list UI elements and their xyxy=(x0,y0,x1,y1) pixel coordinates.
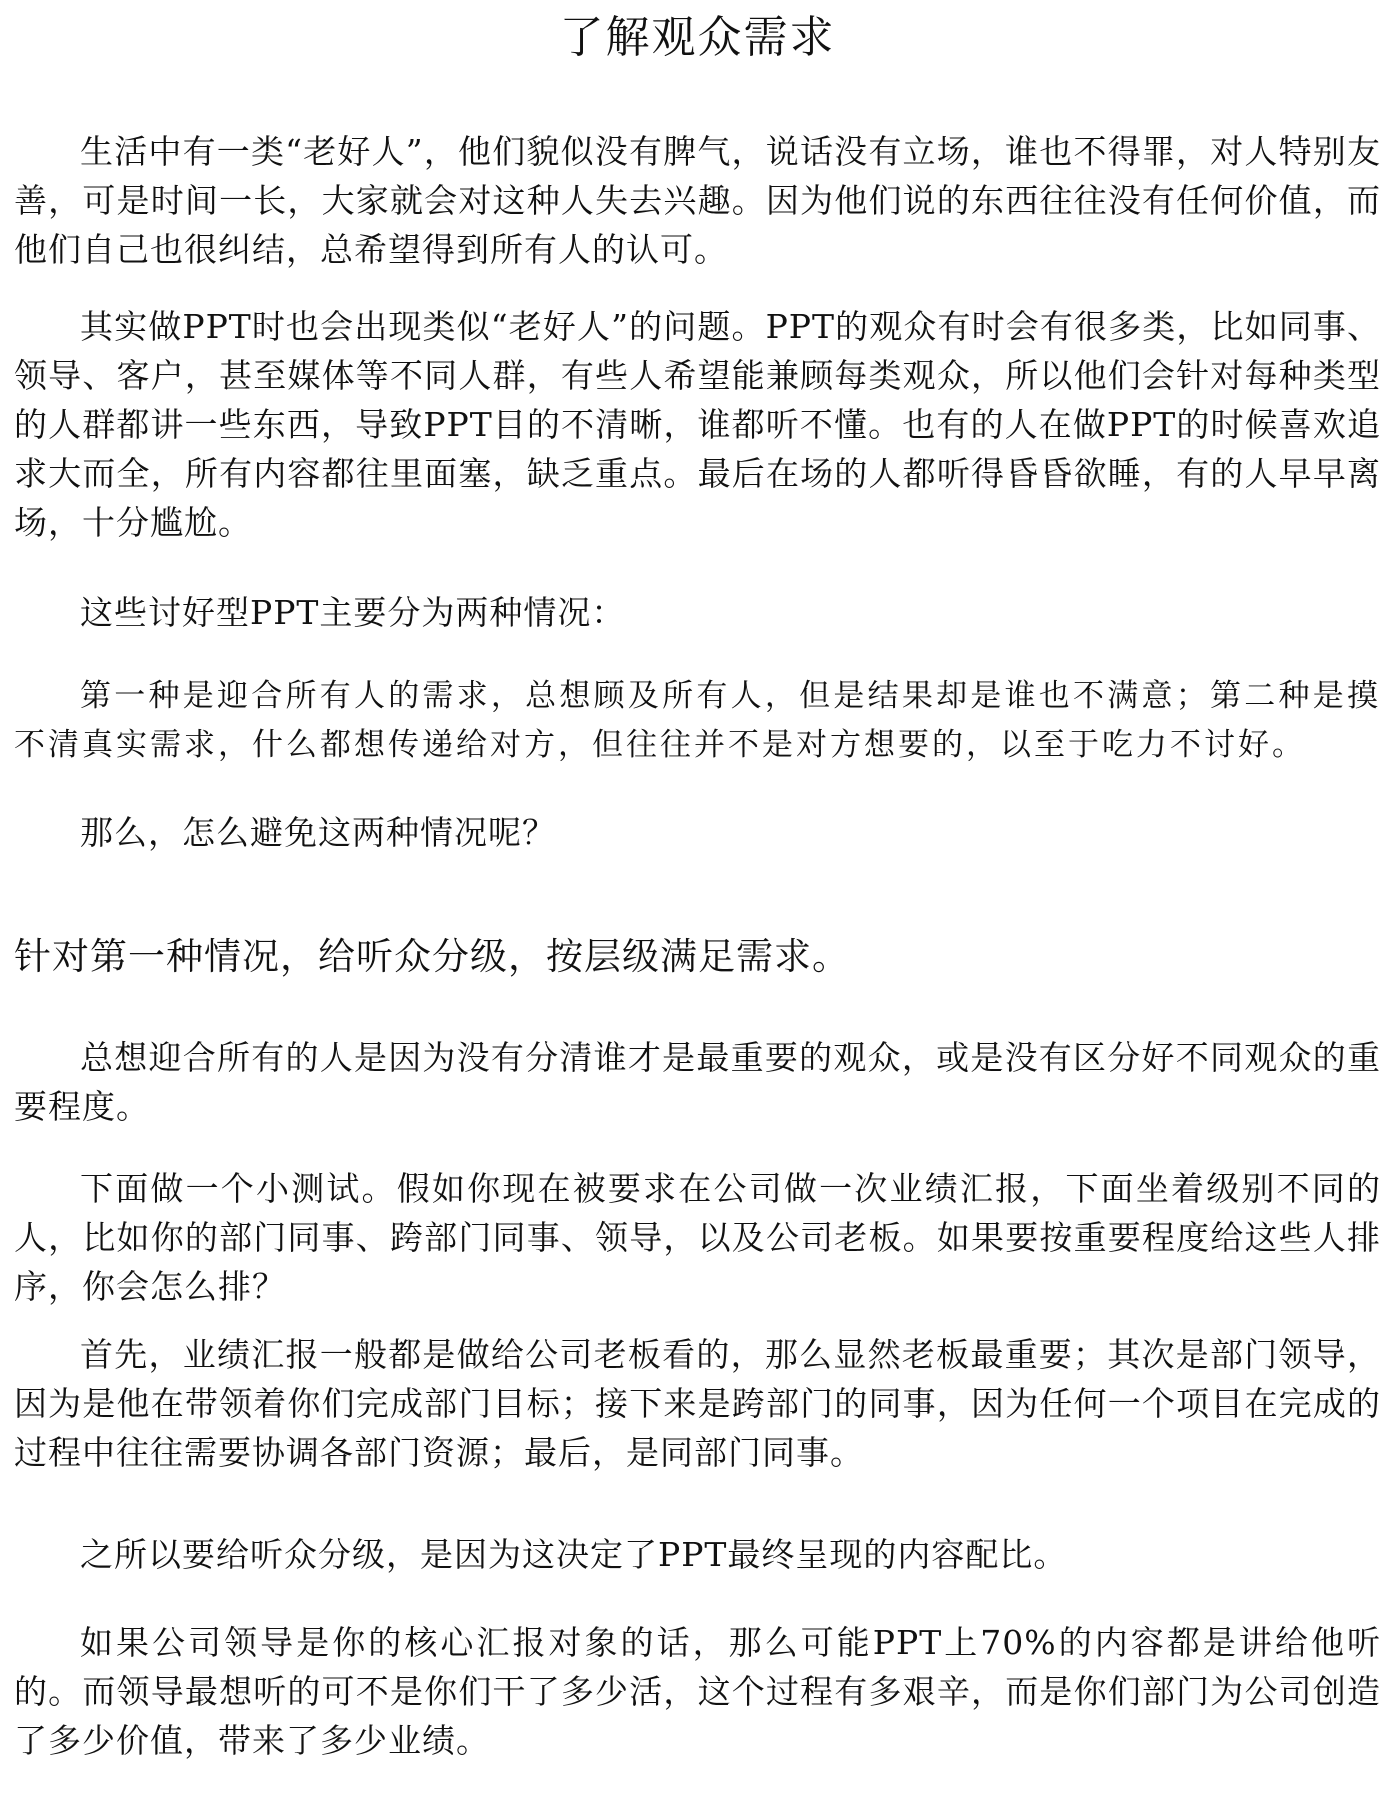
paragraph-two-cases: 这些讨好型PPT主要分为两种情况： xyxy=(80,593,626,632)
paragraph-audience-importance: 总想迎合所有的人是因为没有分清谁才是最重要的观众，或是没有区分好不同观众的重要程度。 xyxy=(14,1038,1381,1126)
page-title: 了解观众需求 xyxy=(559,12,836,63)
paragraph-ppt-problem: 其实做PPT时也会出现类似“老好人”的问题。PPT的观众有时会有很多类，比如同事、领导、客户，甚至媒体等不同人群，有些人希望能兼顾每类观众，所以他们会针对每种类型的人群都讲一些东西，导致PPT目的不清晰，谁都听不懂。也有的人在做PPT的时候喜欢追求大而全，所有内容都往里面塞，缺乏重点。最后在场的人都听得昏昏欲睡，有的人早早离场，十分尴尬。 xyxy=(14,307,1381,542)
paragraph-case-description: 第一种是迎合所有人的需求，总想顾及所有人，但是结果却是谁也不满意；第二种是摸不清真实需求，什么都想传递给对方，但往往并不是对方想要的，以至于吃力不讨好。 xyxy=(14,678,1381,763)
paragraph-intro: 生活中有一类“老好人”，他们貌似没有脾气，说话没有立场，谁也不得罪，对人特别友善，可是时间一长，大家就会对这种人失去兴趣。因为他们说的东西往往没有任何价值，而他们自己也很纠结，总希望得到所有人的认可。 xyxy=(14,132,1381,269)
paragraph-leader-focus: 如果公司领导是你的核心汇报对象的话，那么可能PPT上70%的内容都是讲给他听的。而领导最想听的可不是你们干了多少活，这个过程有多艰辛，而是你们部门为公司创造了多少价值，带来了多少业绩。 xyxy=(14,1623,1381,1760)
section-heading: 针对第一种情况，给听众分级，按层级满足需求。 xyxy=(14,935,850,978)
paragraph-ranking: 首先，业绩汇报一般都是做给公司老板看的，那么显然老板最重要；其次是部门领导，因为是他在带领着你们完成部门目标；接下来是跨部门的同事，因为任何一个项目在完成的过程中往往需要协调各部门资源；最后，是同部门同事。 xyxy=(14,1335,1381,1472)
paragraph-question: 那么，怎么避免这两种情况呢？ xyxy=(80,813,556,852)
paragraph-test: 下面做一个小测试。假如你现在被要求在公司做一次业绩汇报，下面坐着级别不同的人，比如你的部门同事、跨部门同事、领导，以及公司老板。如果要按重要程度给这些人排序，你会怎么排？ xyxy=(14,1169,1381,1306)
paragraph-grading-reason: 之所以要给听众分级，是因为这决定了PPT最终呈现的内容配比。 xyxy=(80,1535,1068,1574)
